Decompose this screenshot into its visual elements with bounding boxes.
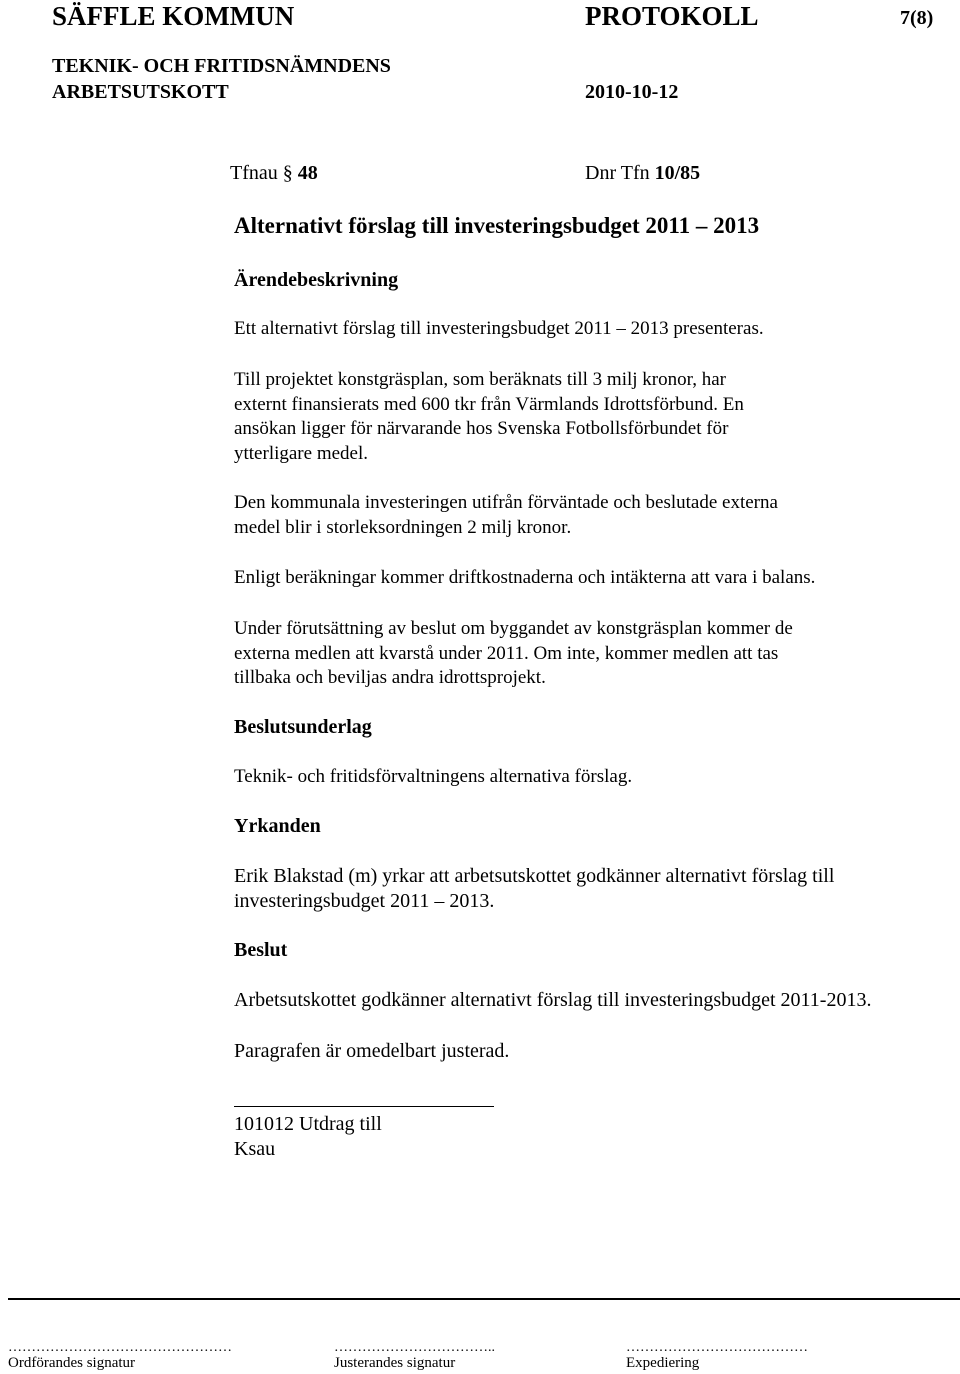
document-type: PROTOKOLL: [585, 1, 759, 31]
municipality-name: SÄFFLE KOMMUN: [52, 1, 295, 31]
text-line: Erik Blakstad (m) yrkar att arbetsutskottet godkänner alternativt förslag till: [234, 865, 835, 887]
paragraph-condition: [234, 617, 793, 691]
paragraph-prefix: Tfnau: [230, 162, 278, 184]
case-title: Alternativt förslag till investeringsbudget 2011 – 2013: [234, 213, 760, 238]
signature-line-dispatch: …………………………………: [626, 1340, 808, 1355]
beslutsunderlag-text: Teknik- och fritidsförvaltningens alternativa förslag.: [234, 766, 633, 787]
heading-beslut: Beslut: [234, 939, 288, 961]
text-line: tillbaka och beviljas andra idrottsprojekt.: [234, 667, 546, 688]
diary-number: [585, 162, 700, 185]
signature-label-adjuster: Justerandes signatur: [334, 1355, 456, 1371]
heading-arendebeskrivning: Ärendebeskrivning: [234, 269, 399, 291]
section-sign: §: [282, 162, 293, 184]
text-line: medel blir i storleksordningen 2 milj kronor.: [234, 516, 572, 538]
text-line: Under förutsättning av beslut om byggandet av konstgräsplan kommer de: [234, 618, 793, 639]
distribution-rule: [234, 1106, 494, 1107]
paragraph-intro: Ett alternativt förslag till investeringsbudget 2011 – 2013 presenteras.: [234, 318, 764, 339]
page-number: 7(8): [900, 7, 934, 29]
paragraph-number: 48: [297, 162, 318, 184]
text-line: externa medlen att kvarstå under 2011. Om inte, kommer medlen att tas: [234, 642, 779, 664]
heading-yrkanden: Yrkanden: [234, 815, 321, 837]
justerad-text: Paragrafen är omedelbart justerad.: [234, 1040, 510, 1062]
signature-line-adjuster: ……………………………..: [334, 1340, 495, 1355]
text-line: Till projektet konstgräsplan, som beräknats till 3 milj kronor, har: [234, 369, 726, 390]
signature-line-chair: …………………………………………: [8, 1340, 232, 1355]
distribution-line: 101012 Utdrag till: [234, 1113, 382, 1135]
paragraph-investment: [234, 491, 778, 540]
paragraph-balance: Enligt beräkningar kommer driftkostnaderna och intäkterna att vara i balans.: [234, 567, 816, 588]
text-line: Den kommunala investeringen utifrån förväntade och beslutade externa: [234, 492, 778, 513]
footer-rule: [8, 1298, 960, 1300]
distribution-recipient: Ksau: [234, 1138, 276, 1160]
beslut-text: Arbetsutskottet godkänner alternativt förslag till investeringsbudget 2011-2013.: [234, 989, 872, 1011]
committee-subname: ARBETSUTSKOTT: [52, 81, 229, 103]
signature-label-chair: Ordförandes signatur: [8, 1355, 136, 1371]
signature-label-dispatch: Expediering: [626, 1355, 700, 1371]
yrkanden-text: [234, 864, 834, 913]
dnr-prefix: Dnr Tfn: [585, 162, 650, 184]
text-line: ansökan ligger för närvarande hos Svenska Fotbollsförbundet för: [234, 418, 729, 439]
committee-name: TEKNIK- OCH FRITIDSNÄMNDENS: [52, 55, 391, 77]
paragraph-project: [234, 368, 744, 466]
dnr-number: 10/85: [654, 162, 701, 184]
meeting-date: 2010-10-12: [585, 81, 679, 103]
paragraph-reference: [230, 162, 318, 185]
text-line: ytterligare medel.: [234, 442, 368, 464]
heading-beslutsunderlag: Beslutsunderlag: [234, 716, 372, 738]
text-line: externt finansierats med 600 tkr från Värmlands Idrottsförbund. En: [234, 393, 744, 415]
text-line: investeringsbudget 2011 – 2013.: [234, 889, 495, 912]
